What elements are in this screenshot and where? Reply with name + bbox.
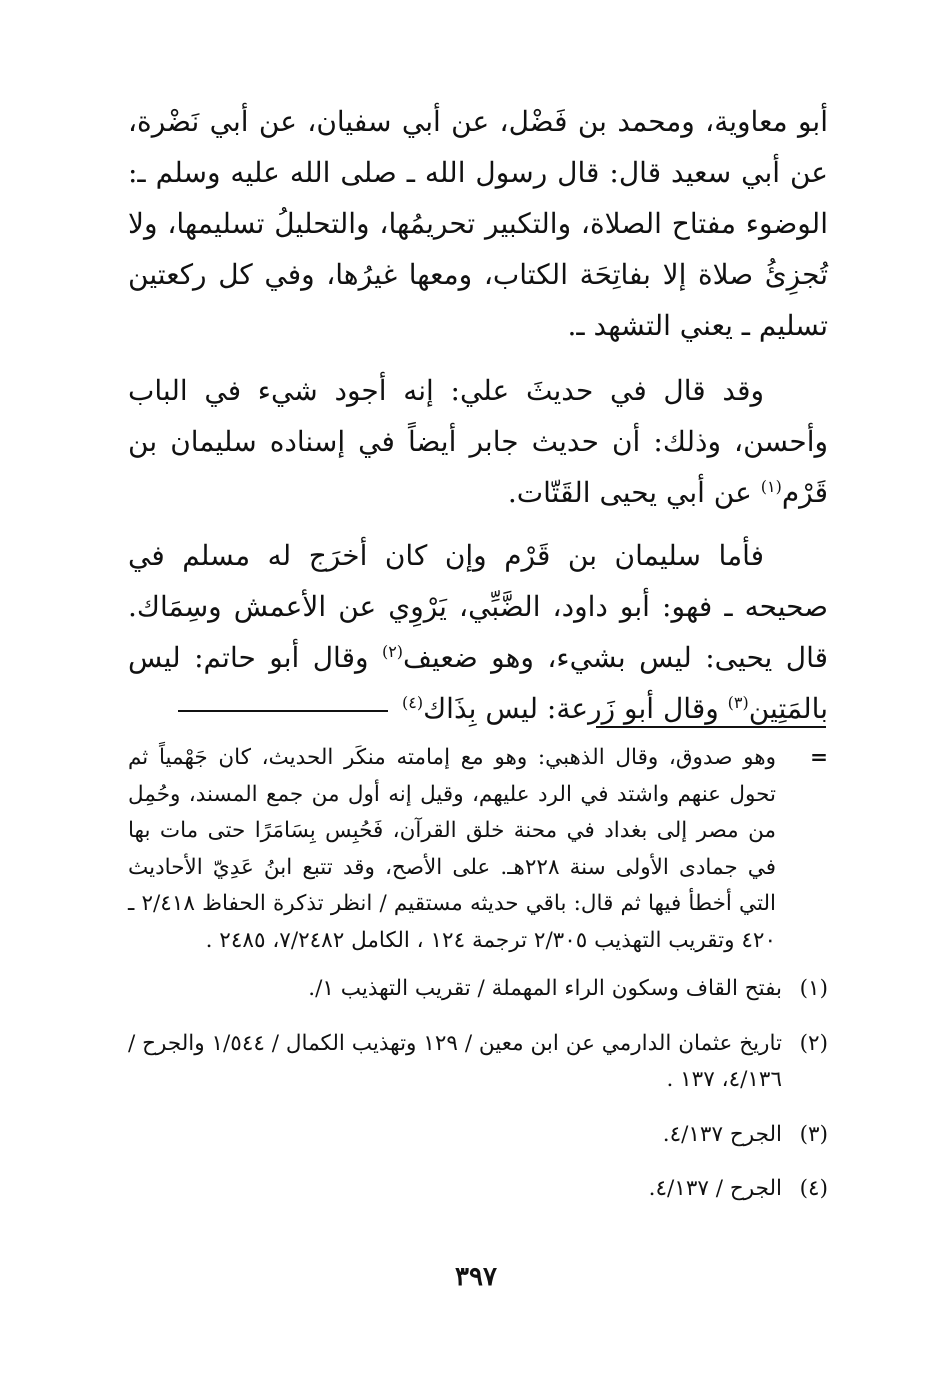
footnote-continuation-text: وهو صدوق، وقال الذهبي: وهو مع إمامته منكَر الحديث، كان جَهْمياً ثم تحول عنهم واشتد في الرد عليهم، وقيل إنه أول من جمع المسند، وحُمِل من مصر إلى بغداد في محنة خلق القرآن، فَحُبِس بِسَامَرًا حتى مات بها في جمادى الأولى سنة ٢٢٨هـ. على الأصح، وقد تتبع ابنُ عَدِيّ الأحاديث التي أخطأ فيها ثم قال: باقي حديثه مستقيم / انظر تذكرة الحفاظ ٢/٤١٨ ـ ٤٢٠ وتقريب التهذيب ٢/٣٠٥ ترجمة ١٢٤ ، الكامل ٧/٢٤٨٢، ٢٤٨٥ . <box>128 745 776 953</box>
footnote-number: (٣) <box>799 1121 828 1147</box>
footnote-ref-3: (٣) <box>727 693 749 712</box>
footnote-text: بفتح القاف وسكون الراء المهملة / تقريب التهذيب ١/. <box>308 976 782 1001</box>
page-number: ٣٩٧ <box>455 1262 497 1292</box>
paragraph-text: فأما سليمان بن قَرْم وإن كان أخرَج له مسلم في صحيحه ـ فهو: أبو داود، الضَّبِّي، يَرْوِي عن الأعمش وسِمَاك. قال يحيى: ليس بشيء، وهو ضعيف <box>128 539 828 674</box>
paragraph-text: وقال أبو زَرعة: ليس بِذَاك <box>423 692 728 725</box>
paragraph-text: وقال أبو حاتم: ليس بالمَتِين <box>128 641 828 725</box>
footnote-text: الجرح ٤/١٣٧. <box>662 1121 782 1147</box>
footnote-item <box>128 1117 828 1154</box>
footnote-number: (٢) <box>799 1030 828 1056</box>
footnote-text: تاريخ عثمان الدارمي عن ابن معين / ١٢٩ وتهذيب الكمال / ١/٥٤٤ والجرح / ٤/١٣٦، ١٣٧ . <box>128 1030 782 1092</box>
footnote-text: الجرح / ٤/١٣٧. <box>648 1176 782 1201</box>
footnote-item <box>128 1026 828 1099</box>
footnote-ref-1: (١) <box>760 477 782 496</box>
footnotes <box>128 740 828 1226</box>
paragraph-hadith-text: أبو معاوية، ومحمد بن فَضْل، عن أبي سفيان، عن أبي نَضْرة، عن أبي سعيد قال: قال رسول الله ـ صلى الله عليه وسلم ـ: الوضوء مفتاح الصلاة، والتكبير تحريمُها، والتحليلُ تسليمها، ولا تُجزِئُ صلاة إلا بفاتِحَة الكتاب، ومعها غيرُها، وفي كل ركعتين تسليم ـ يعني التشهد ـ. <box>128 105 828 342</box>
paragraph-text: عن أبي يحيى القَتّات. <box>507 476 761 509</box>
paragraph-narrator <box>128 530 828 734</box>
footnote-ref-4: (٤) <box>402 693 424 712</box>
footnote-ref-2: (٢) <box>381 642 404 661</box>
main-text <box>128 96 828 746</box>
footnote-number: (٤) <box>799 1176 828 1201</box>
footnote-divider <box>596 726 826 728</box>
paragraph-text: وقد قال في حديثَ علي: إنه أجود شيء في الباب وأحسن، وذلك: أن حديث جابر أيضاً في إسناده سليمان بن قَرْم <box>128 374 828 509</box>
continuation-mark: = <box>809 745 828 770</box>
paragraph-hadith-grading <box>128 365 828 518</box>
footnote-continuation <box>128 740 828 959</box>
paragraph-hadith <box>128 96 828 351</box>
continuation-line <box>178 710 388 712</box>
footnote-item <box>128 1171 828 1208</box>
footnote-number: (١) <box>799 976 828 1001</box>
footnote-item <box>128 971 828 1008</box>
